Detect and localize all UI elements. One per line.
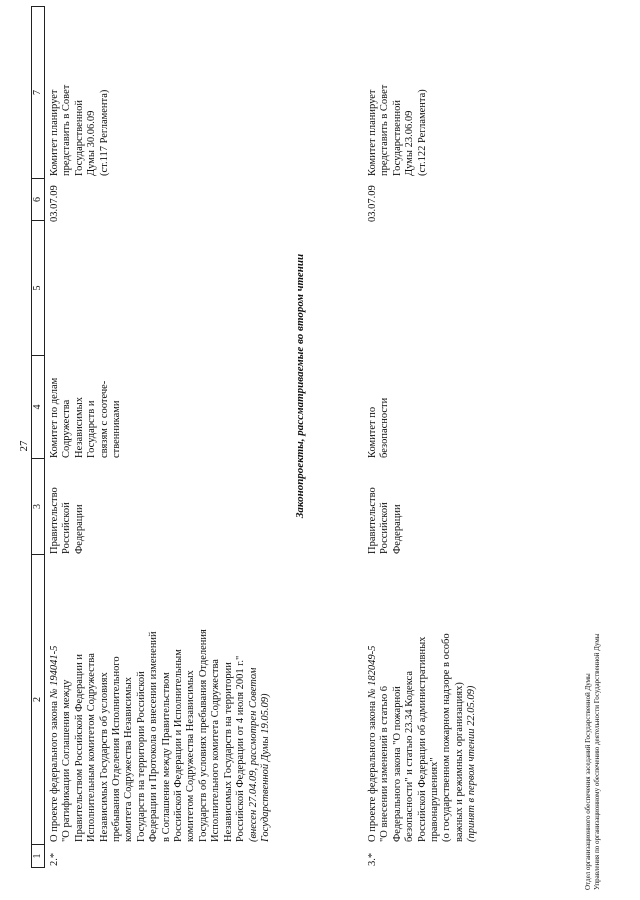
section-heading: Законопроекты, рассматриваемые во втором чтении bbox=[294, 253, 306, 519]
bill-number: № 194041-5 bbox=[49, 645, 60, 699]
remark: Комитет планирует представить в Совет Государственной Думы 30.06.09 (ст.117 Регламента) bbox=[49, 84, 110, 176]
column-header-row bbox=[31, 6, 45, 868]
page-number: 27 bbox=[18, 440, 30, 452]
column-header-7: 7 bbox=[32, 7, 44, 179]
consideration-date: 03.07.09 bbox=[367, 185, 378, 222]
responsible-committee: Комитет по безопасности bbox=[367, 397, 391, 458]
bill-title bbox=[49, 592, 272, 842]
footer-line-1: Отдел организационного обеспечения заседаний Государственной Думы bbox=[584, 673, 592, 890]
bill-title bbox=[367, 592, 479, 842]
column-header-1: 1 bbox=[32, 853, 43, 859]
row-number: 3.* bbox=[367, 852, 378, 866]
bill-title-intro: О проекте федерального закона bbox=[49, 698, 60, 842]
row-number: 2.* bbox=[49, 852, 60, 866]
column-header-6: 6 bbox=[32, 179, 44, 221]
responsible-committee: Комитет по делам Содружества Независимых Государств и связям с соотече- ственниками bbox=[49, 377, 123, 458]
bill-title-body: "О внесении изменений в статью 6 Федерального закона "О пожарной безопасности" и статью 23.34 Кодекса Российской Федерации об административных правонарушениях" (о государственном пожарном надзоре в особо важных и режимных организациях) bbox=[379, 633, 465, 842]
footer-line-2: Управления по организационному обеспечению деятельности Государственной Думы bbox=[593, 633, 601, 890]
column-header-2: 2 bbox=[32, 555, 44, 845]
bill-note: (внесен 27.04.09, рассмотрен Советом Государственной Думы 19.05.09) bbox=[247, 667, 271, 842]
bill-number: № 182049-5 bbox=[367, 645, 378, 699]
bill-title-body: "О ратификации Соглашения между Правительством Российской Федерации и Исполнительным комитетом Содружества Независимых Государств об условиях пребывания Отделения Исполнительного комитета Содружества Независимых Государств на территории Российской Федерации и Протокола о внесении изменений в Соглашение между Правительством Российской Федерации и Исполнительным комитетом Содружества Независимых Государств об условиях пребывания Отделения Исполнительного комитета Содружества Независимых Государств на территории Российской Федерации от 4 июля 2001 г." bbox=[61, 629, 247, 842]
consideration-date: 03.07.09 bbox=[49, 185, 60, 222]
remark: Комитет планирует представить в Совет Государственной Думы 23.06.09 (ст.122 Регламента) bbox=[367, 84, 428, 176]
column-header-5: 5 bbox=[32, 221, 44, 356]
bill-title-intro: О проекте федерального закона bbox=[367, 698, 378, 842]
bill-subject: Правительство Российской Федерации bbox=[367, 487, 403, 554]
bill-note: (принят в первом чтении 22.05.09) bbox=[466, 685, 478, 842]
column-header-4: 4 bbox=[32, 356, 44, 459]
bill-subject: Правительство Российской Федерации bbox=[49, 487, 85, 554]
column-header-3: 3 bbox=[32, 459, 44, 555]
